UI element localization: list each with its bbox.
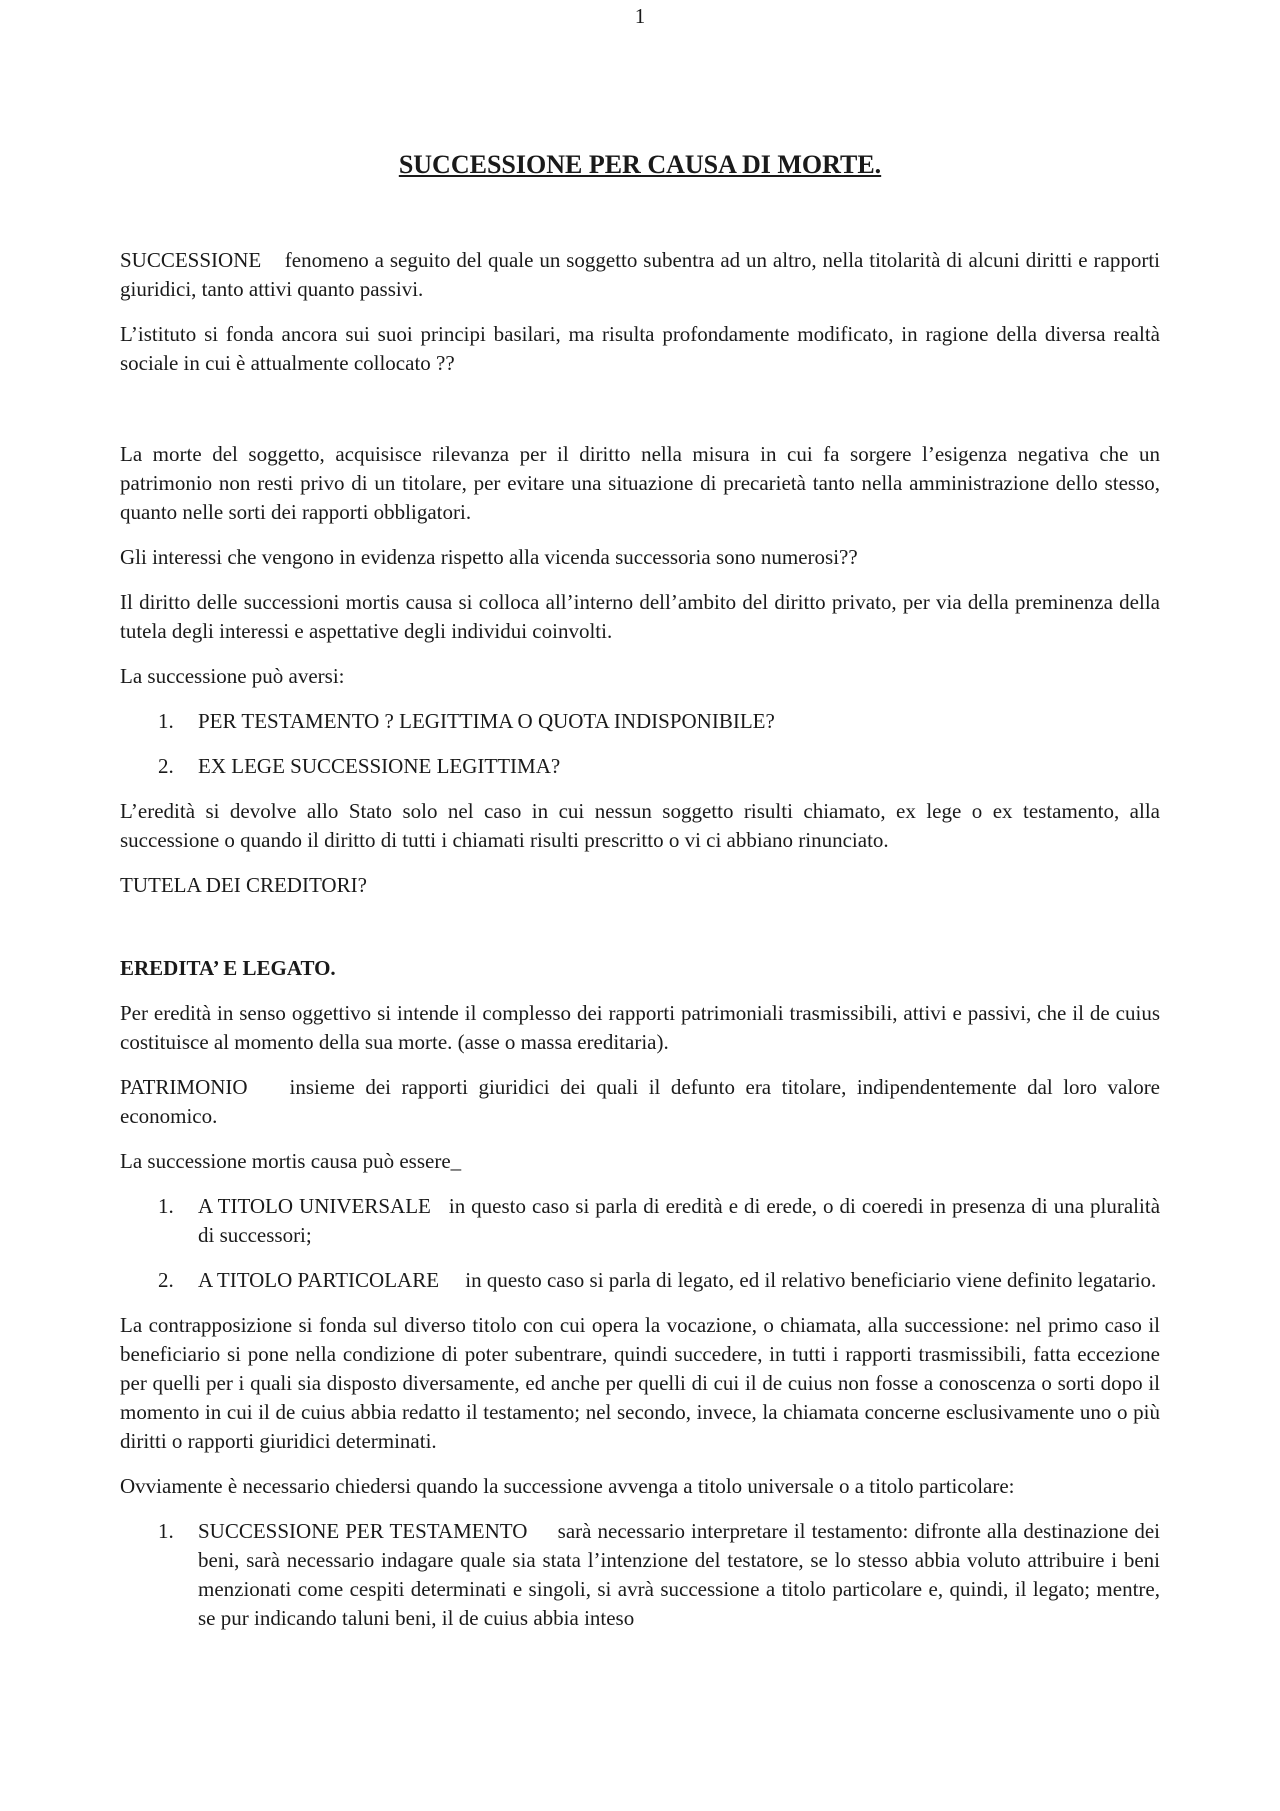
- paragraph: [120, 246, 1160, 304]
- section-heading: EREDITA’ E LEGATO.: [120, 956, 336, 980]
- list-number: 2.: [158, 754, 174, 778]
- spacer: [120, 394, 1160, 440]
- term-label: A TITOLO UNIVERSALE: [198, 1194, 431, 1218]
- paragraph: Il diritto delle successioni mortis causa si colloca all’interno dell’ambito del diritto privato, per via della preminenza della tutela degli interessi e aspettative degli individui coinvolti.: [120, 590, 1160, 643]
- list-number: 1.: [158, 709, 174, 733]
- list-item-text: sarà necessario interpretare il testamento: difronte alla destinazione dei beni, sarà necessario indagare quale sia stata l’intenzione del testatore, se lo stesso abbia voluto attribuire i beni menzionati come cespiti determinati e singoli, si avrà successione a titolo particolare e, quindi, il legato; mentre, se pur indicando taluni beni, il de cuius abbia inteso: [198, 1519, 1161, 1630]
- document-title: SUCCESSIONE PER CAUSA DI MORTE.: [398, 150, 882, 179]
- document-body: [120, 148, 1160, 1649]
- list-item-text: in questo caso si parla di legato, ed il relativo beneficiario viene definito legatario.: [465, 1268, 1157, 1292]
- paragraph: L’istituto si fonda ancora sui suoi principi basilari, ma risulta profondamente modificato, in ragione della diversa realtà sociale in cui è attualmente collocato ??: [120, 322, 1160, 375]
- list-item: [120, 752, 1160, 781]
- paragraph: Ovviamente è necessario chiedersi quando la successione avvenga a titolo universale o a titolo particolare:: [120, 1474, 1015, 1498]
- list-item: [120, 707, 1160, 736]
- term-label: SUCCESSIONE PER TESTAMENTO: [198, 1519, 528, 1543]
- paragraph: TUTELA DEI CREDITORI?: [120, 873, 367, 897]
- paragraph: La successione mortis causa può essere_: [120, 1149, 462, 1173]
- paragraph: La contrapposizione si fonda sul diverso titolo con cui opera la vocazione, o chiamata, alla successione: nel primo caso il beneficiario si pone nella condizione di poter subentrare, quindi succedere, in tutti i rapporti trasmissibili, fatta eccezione per quelli per i quali sia disposto diversamente, ed anche per quelli di cui il de cuius non fosse a conoscenza o sorti dopo il momento in cui il de cuius abbia redatto il testamento; nel secondo, invece, la chiamata concerne esclusivamente uno o più diritti o rapporti giuridici determinati.: [120, 1313, 1160, 1453]
- term-label: SUCCESSIONE: [120, 248, 262, 272]
- list-item: [120, 1192, 1160, 1250]
- numbered-list: [120, 1192, 1160, 1295]
- term-label: PATRIMONIO: [120, 1075, 248, 1099]
- paragraph: [120, 1073, 1160, 1131]
- paragraph: L’eredità si devolve allo Stato solo nel caso in cui nessun soggetto risulti chiamato, ex lege o ex testamento, alla successione o quando il diritto di tutti i chiamati risulti prescritto o vi ci abbiano rinunciato.: [120, 799, 1160, 852]
- paragraph: Gli interessi che vengono in evidenza rispetto alla vicenda successoria sono numerosi??: [120, 545, 858, 569]
- paragraph: La morte del soggetto, acquisisce rilevanza per il diritto nella misura in cui fa sorgere l’esigenza negativa che un patrimonio non resti privo di un titolare, per evitare una situazione di precarietà tanto nella amministrazione dello stesso, quanto nelle sorti dei rapporti obbligatori.: [120, 442, 1160, 524]
- paragraph-text: insieme dei rapporti giuridici dei quali il defunto era titolare, indipendentemente dal loro valore economico.: [120, 1075, 1161, 1128]
- numbered-list: [120, 707, 1160, 781]
- spacer: [120, 916, 1160, 954]
- paragraph-text: fenomeno a seguito del quale un soggetto subentra ad un altro, nella titolarità di alcuni diritti e rapporti giuridici, tanto attivi quanto passivi.: [120, 248, 1160, 301]
- list-item-text: PER TESTAMENTO ? LEGITTIMA O QUOTA INDISPONIBILE?: [198, 709, 775, 733]
- page-number: 1: [634, 4, 646, 28]
- term-label: A TITOLO PARTICOLARE: [198, 1268, 440, 1292]
- list-item-text: in questo caso si parla di eredità e di erede, o di coeredi in presenza di una pluralità di successori;: [198, 1194, 1161, 1247]
- numbered-list: [120, 1517, 1160, 1633]
- paragraph: La successione può aversi:: [120, 664, 345, 688]
- list-item: [120, 1266, 1160, 1295]
- list-number: 1.: [158, 1519, 174, 1543]
- list-number: 1.: [158, 1194, 174, 1218]
- list-number: 2.: [158, 1268, 174, 1292]
- list-item-text: EX LEGE SUCCESSIONE LEGITTIMA?: [198, 754, 561, 778]
- paragraph: Per eredità in senso oggettivo si intende il complesso dei rapporti patrimoniali trasmissibili, attivi e passivi, che il de cuius costituisce al momento della sua morte. (asse o massa ereditaria).: [120, 1001, 1160, 1054]
- list-item: [120, 1517, 1160, 1633]
